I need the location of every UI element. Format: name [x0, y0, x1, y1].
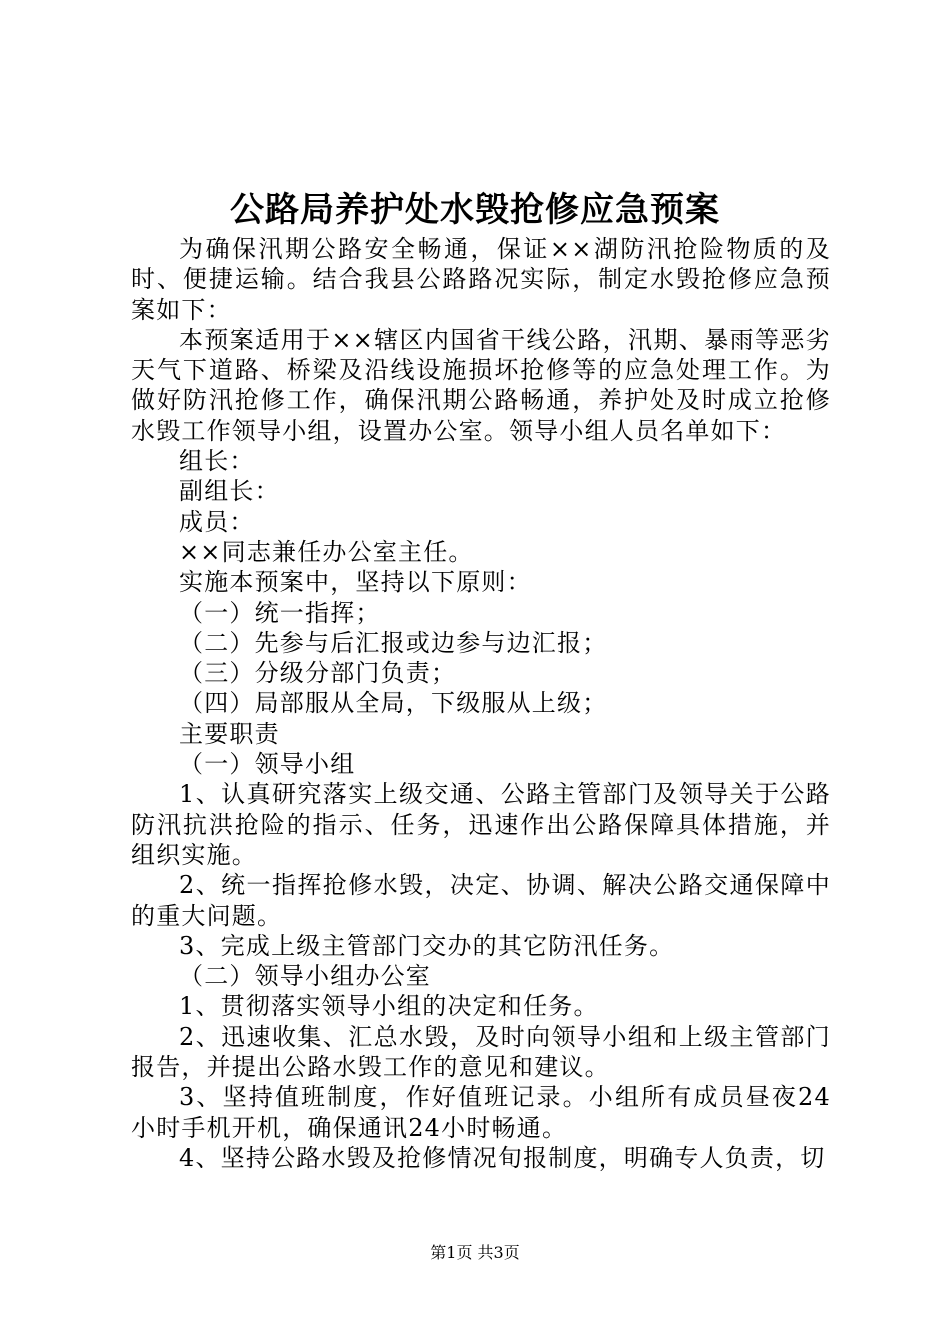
document-body — [131, 234, 831, 1173]
paragraph-leading-group-heading: （一）领导小组 — [179, 750, 356, 779]
paragraph-principles-intro: 实施本预案中，坚持以下原则： — [179, 568, 532, 597]
paragraph-office-duty-4: 4、坚持公路水毁及抢修情况旬报制度，明确专人负责，切 — [179, 1143, 826, 1172]
paragraph-principle-2: （二）先参与后汇报或边参与边汇报； — [179, 628, 608, 657]
paragraph-intro: 为确保汛期公路安全畅通，保证××湖防汛抢险物质的及时、便捷运输。结合我县公路路况实际，制定水毁抢修应急预案如下： — [131, 235, 831, 324]
paragraph-office-duty-2: 2、迅速收集、汇总水毁，及时向领导小组和上级主管部门报告，并提出公路水毁工作的意见和建议。 — [131, 1022, 831, 1082]
paragraph-office-director: ××同志兼任办公室主任。 — [179, 537, 474, 566]
paragraph-office-heading: （二）领导小组办公室 — [179, 962, 431, 991]
page-footer: 第1页 共3页 — [430, 1243, 520, 1262]
paragraph-office-duty-1: 1、贯彻落实领导小组的决定和任务。 — [179, 992, 599, 1021]
paragraph-principle-1: （一）统一指挥； — [179, 598, 381, 627]
paragraph-principle-3: （三）分级分部门负责； — [179, 659, 457, 688]
paragraph-members: 成员： — [179, 507, 255, 536]
paragraph-principle-4: （四）局部服从全局，下级服从上级； — [179, 689, 608, 718]
document-title: 公路局养护处水毁抢修应急预案 — [230, 190, 720, 230]
paragraph-deputy-leader: 副组长： — [179, 477, 280, 506]
paragraph-main-duties: 主要职责 — [179, 719, 280, 748]
paragraph-office-duty-3: 3、坚持值班制度，作好值班记录。小组所有成员昼夜24小时手机开机，确保通讯24小时畅通。 — [131, 1083, 831, 1142]
paragraph-leading-group-duty-3: 3、完成上级主管部门交办的其它防汛任务。 — [179, 931, 675, 960]
paragraph-leading-group-duty-2: 2、统一指挥抢修水毁，决定、协调、解决公路交通保障中的重大问题。 — [131, 871, 831, 930]
paragraph-leading-group-duty-1: 1、认真研究落实上级交通、公路主管部门及领导关于公路防汛抗洪抢险的指示、任务，迅速作出公路保障具体措施，并组织实施。 — [131, 780, 831, 869]
paragraph-group-leader: 组长： — [179, 447, 255, 476]
paragraph-scope: 本预案适用于××辖区内国省干线公路，汛期、暴雨等恶劣天气下道路、桥梁及沿线设施损坏抢修等的应急处理工作。为做好防汛抢修工作，确保汛期公路畅通，养护处及时成立抢修水毁工作领导小组，设置办公室。领导小组人员名单如下： — [131, 325, 831, 445]
